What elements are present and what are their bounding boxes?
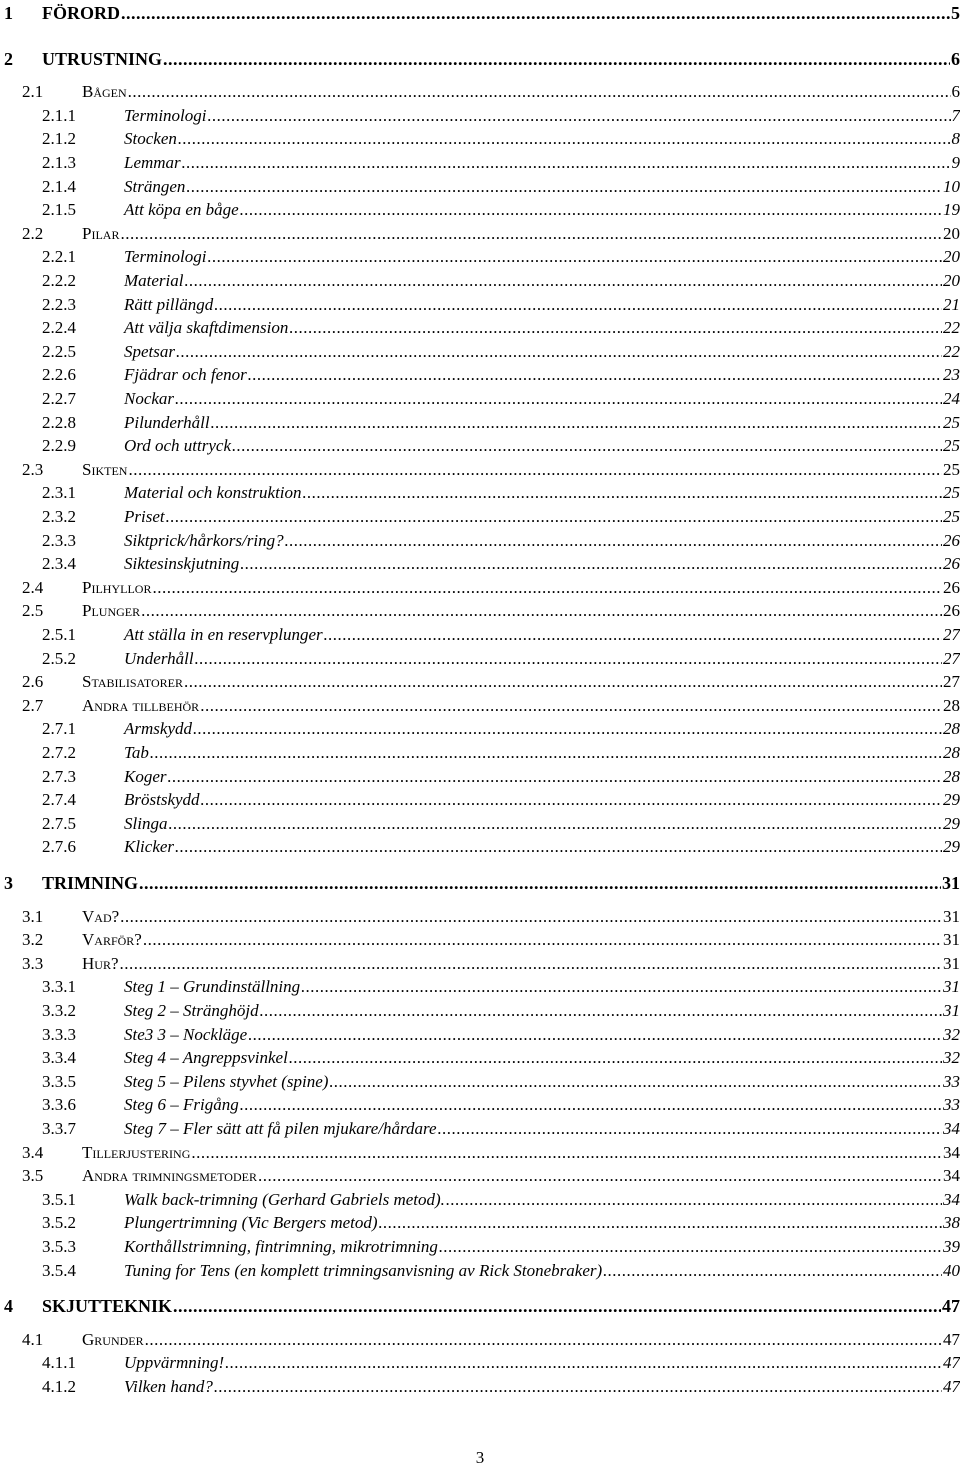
toc-entry[interactable]: [42, 530, 960, 552]
dot-leader: [200, 695, 942, 717]
toc-entry-page: 33: [943, 1071, 960, 1091]
toc-entry[interactable]: [42, 742, 960, 764]
dot-leader: [195, 648, 942, 670]
toc-entry-page: 5: [951, 3, 960, 23]
toc-entry-page: 20: [943, 271, 960, 290]
dot-leader: [214, 294, 942, 316]
dot-leader: [379, 1212, 942, 1234]
toc-entry-title: Grunder: [82, 1329, 144, 1349]
toc-entry-title: Terminologi: [124, 105, 207, 125]
toc-entry[interactable]: [42, 766, 960, 788]
toc-entry-page: 28: [943, 766, 960, 786]
dot-leader: [240, 1094, 942, 1116]
toc-entry-title: Tillerjustering: [82, 1142, 191, 1162]
toc-entry-page: 47: [943, 1329, 960, 1349]
toc-entry-page: 31: [942, 873, 960, 893]
toc-entry-page: 20: [943, 223, 960, 243]
toc-entry[interactable]: [42, 1047, 960, 1069]
toc-entry-title: Fjädrar och fenor: [124, 365, 247, 385]
toc-entry-number: 2.7: [22, 695, 44, 715]
toc-entry-number: 2.3.1: [42, 483, 76, 503]
dot-leader: [289, 1047, 942, 1069]
dot-leader: [240, 553, 942, 575]
toc-entry-number: 2.5: [22, 601, 44, 621]
dot-leader: [139, 872, 941, 894]
dot-leader: [168, 766, 943, 788]
toc-entry-page: 28: [943, 743, 960, 762]
toc-entry-page: 25: [943, 436, 960, 456]
dot-leader: [439, 1236, 942, 1258]
toc-entry-number: 3.5.2: [42, 1213, 76, 1233]
toc-entry-number: 2.3.4: [42, 554, 76, 574]
toc-entry[interactable]: [22, 671, 960, 693]
toc-entry-number: 3.5.1: [42, 1189, 76, 1209]
toc-entry-number: 2.2.7: [42, 389, 76, 408]
dot-leader: [186, 176, 942, 198]
toc-entry-page: 38: [943, 1213, 960, 1233]
toc-entry-title: Steg 5 – Pilens styvhet (spine): [124, 1071, 329, 1091]
toc-entry-title: Material och konstruktion: [124, 483, 302, 503]
toc-entry[interactable]: [42, 1260, 960, 1282]
toc-entry-page: 34: [943, 1166, 960, 1186]
toc-entry[interactable]: [42, 176, 960, 198]
toc-entry-page: 25: [943, 507, 960, 526]
dot-leader: [191, 1142, 942, 1164]
toc-entry-page: 26: [943, 577, 960, 597]
toc-entry-page: 29: [943, 790, 960, 810]
toc-entry-page: 26: [943, 530, 960, 550]
toc-entry-number: 2.5.2: [42, 648, 76, 668]
toc-entry-number: 2: [4, 48, 13, 69]
dot-leader: [120, 953, 943, 975]
toc-entry[interactable]: [42, 1024, 960, 1046]
toc-entry-title: Andra trimningsmetoder: [82, 1166, 257, 1186]
toc-entry-page: 20: [943, 247, 960, 267]
toc-entry-number: 2.3.2: [42, 507, 76, 526]
toc-entry-title: Klicker: [124, 837, 175, 857]
toc-entry-title: Ord och uttryck: [124, 436, 232, 456]
dot-leader: [285, 530, 942, 552]
toc-entry[interactable]: [42, 435, 960, 457]
toc-entry[interactable]: [42, 718, 960, 740]
toc-entry-title: Varför?: [82, 930, 142, 950]
toc-entry[interactable]: [42, 364, 960, 386]
toc-entry-page: 34: [943, 1119, 960, 1138]
toc-entry-page: 22: [943, 341, 960, 361]
dot-leader: [289, 317, 942, 339]
toc-entry-number: 2.2.1: [42, 247, 76, 267]
toc-entry-number: 2.2.5: [42, 341, 76, 361]
dot-leader: [120, 223, 942, 245]
toc-entry[interactable]: [42, 1352, 960, 1374]
toc-entry-page: 47: [943, 1377, 960, 1396]
toc-entry-number: 3.4: [22, 1142, 44, 1162]
toc-entry-title: Bröstskydd: [124, 790, 200, 810]
dot-leader: [193, 718, 942, 740]
toc-entry[interactable]: [42, 412, 960, 434]
toc-entry[interactable]: [22, 577, 960, 599]
toc-entry-page: 27: [943, 672, 960, 692]
page-number: 3: [475, 1448, 485, 1467]
toc-entry-page: 23: [943, 365, 960, 385]
toc-entry-title: Siktprick/hårkors/ring?: [124, 530, 284, 550]
toc-entry-title: Terminologi: [124, 247, 207, 267]
toc-entry-page: 26: [943, 601, 960, 621]
dot-leader: [248, 364, 942, 386]
toc-entry[interactable]: [42, 789, 960, 811]
toc-entry[interactable]: [42, 270, 960, 292]
dot-leader: [182, 152, 951, 174]
toc-entry[interactable]: [22, 1142, 960, 1164]
toc-entry-title: Underhåll: [124, 648, 194, 668]
dot-leader: [143, 929, 942, 951]
toc-entry[interactable]: [42, 105, 960, 127]
dot-leader: [163, 48, 950, 70]
toc-entry[interactable]: [22, 81, 960, 103]
toc-entry-title: Ste3 3 – Nockläge: [124, 1024, 248, 1044]
toc-entry-number: 3.3: [22, 953, 44, 973]
toc-entry-title: Vad?: [82, 906, 120, 926]
dot-leader: [128, 81, 951, 103]
toc-entry-page: 7: [951, 105, 960, 125]
toc-entry[interactable]: [0, 872, 960, 894]
toc-entry-number: 3.3.2: [42, 1001, 76, 1020]
toc-entry-title: Slinga: [124, 813, 168, 833]
toc-entry-page: 8: [951, 129, 960, 149]
toc-entry-number: 3.1: [22, 906, 44, 926]
dot-leader: [225, 1352, 942, 1374]
toc-entry-number: 2.2.8: [42, 412, 76, 432]
toc-entry-page: 27: [943, 648, 960, 668]
toc-entry-page: 32: [943, 1024, 960, 1044]
toc-entry-title: Sikten: [82, 459, 128, 479]
toc-entry-title: Tuning for Tens (en komplett trimningsanvisning av Rick Stonebraker): [124, 1260, 603, 1280]
toc-entry-title: Uppvärmning!: [124, 1353, 225, 1373]
dot-leader: [329, 1071, 942, 1093]
toc-entry[interactable]: [42, 553, 960, 575]
toc-entry-page: 31: [943, 1001, 960, 1020]
toc-entry-page: 34: [943, 1189, 960, 1209]
toc-entry-number: 3.3.4: [42, 1048, 76, 1068]
toc-entry-number: 4.1.2: [42, 1377, 76, 1396]
toc-entry-number: 2.1.3: [42, 153, 76, 172]
dot-leader: [324, 624, 942, 646]
toc-entry-page: 6: [951, 82, 960, 102]
toc-entry-number: 2.5.1: [42, 625, 76, 644]
toc-entry-title: Pilhyllor: [82, 577, 152, 597]
toc-entry[interactable]: [42, 388, 960, 410]
dot-leader: [184, 671, 942, 693]
toc-entry-page: 47: [943, 1353, 960, 1373]
dot-leader: [173, 1295, 941, 1317]
toc-entry-page: 28: [943, 695, 960, 715]
toc-entry-page: 31: [943, 953, 960, 973]
toc-entry[interactable]: [22, 929, 960, 951]
dot-leader: [166, 506, 942, 528]
toc-entry-number: 3.3.1: [42, 977, 76, 997]
toc-entry[interactable]: [42, 1376, 960, 1398]
dot-leader: [208, 105, 951, 127]
toc-entry[interactable]: [42, 246, 960, 268]
toc-entry-title: Steg 2 – Stränghöjd: [124, 1001, 259, 1020]
toc-entry-title: Walk back-trimning (Gerhard Gabriels metod).: [124, 1189, 445, 1209]
toc-entry-page: 31: [943, 906, 960, 926]
toc-entry-page: 33: [943, 1095, 960, 1115]
dot-leader: [248, 1024, 942, 1046]
toc-entry[interactable]: [22, 223, 960, 245]
toc-entry-title: Stocken: [124, 129, 177, 149]
dot-leader: [232, 435, 942, 457]
dot-leader: [603, 1260, 942, 1282]
dot-leader: [214, 1376, 942, 1398]
toc-entry-title: Siktesinskjutning: [124, 554, 240, 574]
toc-entry-number: 2.2.9: [42, 436, 76, 456]
toc-entry-page: 28: [943, 719, 960, 739]
toc-entry-number: 2.7.6: [42, 837, 76, 857]
toc-entry[interactable]: [22, 906, 960, 928]
toc-entry-number: 3.5: [22, 1166, 44, 1186]
toc-entry-number: 3.5.4: [42, 1260, 76, 1280]
dot-leader: [120, 906, 942, 928]
toc-entry[interactable]: [0, 1295, 960, 1317]
toc-entry-number: 2.3.3: [42, 530, 76, 550]
toc-entry[interactable]: [22, 695, 960, 717]
toc-entry-page: 47: [942, 1296, 960, 1317]
toc-entry[interactable]: [42, 648, 960, 670]
dot-leader: [178, 128, 951, 150]
toc-entry-title: Plungertrimning (Vic Bergers metod): [124, 1213, 378, 1233]
toc-entry[interactable]: [42, 836, 960, 858]
toc-entry[interactable]: [42, 128, 960, 150]
toc-entry-title: UTRUSTNING: [42, 48, 163, 69]
dot-leader: [150, 742, 942, 764]
toc-entry-number: 2.7.1: [42, 719, 76, 739]
dot-leader: [301, 976, 942, 998]
toc-entry-page: 24: [943, 389, 960, 408]
dot-leader: [121, 2, 950, 24]
dot-leader: [175, 836, 942, 858]
toc-entry[interactable]: [0, 48, 960, 70]
toc-entry-title: TRIMNING: [42, 873, 139, 893]
toc-entry-page: 40: [943, 1260, 960, 1280]
toc-entry-number: 2.2.3: [42, 294, 76, 314]
toc-entry-number: 2.7.5: [42, 813, 76, 833]
toc-entry[interactable]: [42, 482, 960, 504]
toc-entry-number: 2.1.4: [42, 176, 76, 196]
toc-entry[interactable]: [42, 1094, 960, 1116]
dot-leader: [303, 482, 942, 504]
dot-leader: [211, 412, 942, 434]
toc-entry-number: 3.3.6: [42, 1095, 76, 1115]
toc-entry[interactable]: [42, 294, 960, 316]
toc-entry-title: Steg 6 – Frigång: [124, 1095, 239, 1115]
toc-entry-number: 2.2.6: [42, 365, 76, 385]
toc-entry[interactable]: [42, 506, 960, 528]
dot-leader: [185, 270, 943, 292]
dot-leader: [176, 341, 942, 363]
toc-entry-page: 25: [943, 412, 960, 432]
toc-entry-number: 3.3.7: [42, 1119, 76, 1138]
toc-entry[interactable]: [42, 813, 960, 835]
toc-entry[interactable]: [42, 1236, 960, 1258]
toc-entry-page: 26: [943, 554, 960, 574]
toc-entry[interactable]: [42, 1118, 960, 1140]
toc-entry-title: Att köpa en båge: [124, 200, 239, 220]
toc-entry-number: 2.4: [22, 577, 44, 597]
toc-entry-title: Armskydd: [124, 719, 192, 739]
toc-entry-number: 4: [4, 1296, 13, 1317]
toc-entry-page: 39: [943, 1237, 960, 1256]
toc-entry[interactable]: [22, 459, 960, 481]
toc-entry-title: Stabilisatorer: [82, 672, 183, 692]
toc-entry-number: 2.6: [22, 672, 44, 692]
toc-entry[interactable]: [22, 600, 960, 622]
toc-entry-number: 2.2: [22, 223, 44, 243]
toc-entry-title: Plunger: [82, 601, 141, 621]
toc-entry-number: 3.2: [22, 930, 44, 950]
toc-entry-title: Nockar: [124, 389, 175, 408]
toc-entry[interactable]: [22, 1165, 960, 1187]
toc-entry-number: 2.3: [22, 459, 44, 479]
toc-entry-page: 32: [943, 1048, 960, 1068]
toc-entry[interactable]: [42, 624, 960, 646]
dot-leader: [258, 1165, 942, 1187]
dot-leader: [145, 1329, 942, 1351]
toc-entry[interactable]: [0, 2, 960, 24]
toc-entry[interactable]: [42, 341, 960, 363]
toc-entry-title: Koger: [124, 766, 167, 786]
toc-entry-title: Tab: [124, 743, 149, 762]
dot-leader: [438, 1118, 942, 1140]
toc-entry[interactable]: [42, 317, 960, 339]
dot-leader: [208, 246, 942, 268]
toc-entry[interactable]: [42, 1000, 960, 1022]
toc-entry-title: Rätt pillängd: [124, 294, 214, 314]
toc-entry-page: 25: [943, 483, 960, 503]
toc-entry-page: 34: [943, 1142, 960, 1162]
toc-entry-page: 31: [943, 977, 960, 997]
toc-entry-number: 3.3.5: [42, 1071, 76, 1091]
toc-entry-number: 2.7.4: [42, 790, 76, 810]
toc-entry-number: 4.1: [22, 1329, 44, 1349]
toc-entry-number: 2.2.2: [42, 271, 76, 290]
toc-entry-title: Steg 4 – Angreppsvinkel: [124, 1048, 288, 1068]
toc-entry-number: 3.3.3: [42, 1024, 76, 1044]
toc-entry-number: 2.7.2: [42, 743, 76, 762]
toc-entry-title: Lemmar: [124, 153, 181, 172]
dot-leader: [152, 577, 942, 599]
dot-leader: [175, 388, 942, 410]
toc-entry[interactable]: [42, 199, 960, 221]
toc-entry-number: 4.1.1: [42, 1353, 76, 1373]
toc-entry-title: Andra tillbehör: [82, 695, 200, 715]
dot-leader: [260, 1000, 942, 1022]
toc-entry-title: Material: [124, 271, 184, 290]
toc-entry-title: Steg 1 – Grundinställning: [124, 977, 301, 997]
toc-entry-title: Vilken hand?: [124, 1377, 213, 1396]
dot-leader: [128, 459, 942, 481]
toc-entry[interactable]: [42, 1071, 960, 1093]
toc-entry-title: Priset: [124, 507, 165, 526]
toc-entry-page: 29: [943, 813, 960, 833]
toc-entry-number: 2.1.5: [42, 200, 76, 220]
toc-entry-title: Pilunderhåll: [124, 412, 210, 432]
toc-entry-title: Att ställa in en reservplunger: [124, 625, 323, 644]
toc-entry[interactable]: [42, 976, 960, 998]
toc-entry-title: Att välja skaftdimension: [124, 318, 289, 338]
toc-entry-title: SKJUTTEKNIK: [42, 1296, 173, 1317]
toc-entry-number: 2.1: [22, 82, 44, 102]
dot-leader: [240, 199, 942, 221]
toc-entry-title: Pilar: [82, 223, 120, 243]
toc-entry-page: 31: [943, 930, 960, 950]
dot-leader: [201, 789, 942, 811]
toc-entry-title: Spetsar: [124, 341, 175, 361]
toc-entry-number: 2.2.4: [42, 318, 76, 338]
toc-entry[interactable]: [22, 1329, 960, 1351]
toc-entry-page: 27: [943, 625, 960, 644]
toc-entry-number: 2.1.1: [42, 105, 76, 125]
dot-leader: [141, 600, 942, 622]
toc-entry[interactable]: [42, 1189, 960, 1211]
toc-entry-page: 6: [951, 48, 960, 69]
toc-entry-title: Strängen: [124, 176, 186, 196]
toc-entry-title: Steg 7 – Fler sätt att få pilen mjukare/hårdare: [124, 1119, 437, 1138]
toc-entry-page: 22: [943, 318, 960, 338]
toc-entry-title: FÖRORD: [42, 3, 120, 23]
toc-entry[interactable]: [42, 152, 960, 174]
toc-entry-page: 19: [943, 200, 960, 220]
toc-entry-number: 2.1.2: [42, 129, 76, 149]
dot-leader: [168, 813, 942, 835]
toc-entry-number: 3.5.3: [42, 1237, 76, 1256]
toc-entry[interactable]: [22, 953, 960, 975]
toc-entry-title: Bågen: [82, 82, 127, 102]
toc-entry-title: Hur?: [82, 953, 119, 973]
toc-entry-page: 21: [943, 294, 960, 314]
dot-leader: [446, 1189, 942, 1211]
toc-entry-page: 29: [943, 837, 960, 857]
toc-entry-page: 25: [943, 459, 960, 479]
toc-entry-page: 9: [951, 153, 960, 172]
toc-entry-number: 1: [4, 3, 13, 23]
toc-entry-title: Korthållstrimning, fintrimning, mikrotrimning: [124, 1237, 438, 1256]
toc-entry-number: 3: [4, 873, 13, 893]
toc-entry-page: 10: [943, 176, 960, 196]
toc-entry[interactable]: [42, 1212, 960, 1234]
toc-entry-number: 2.7.3: [42, 766, 76, 786]
